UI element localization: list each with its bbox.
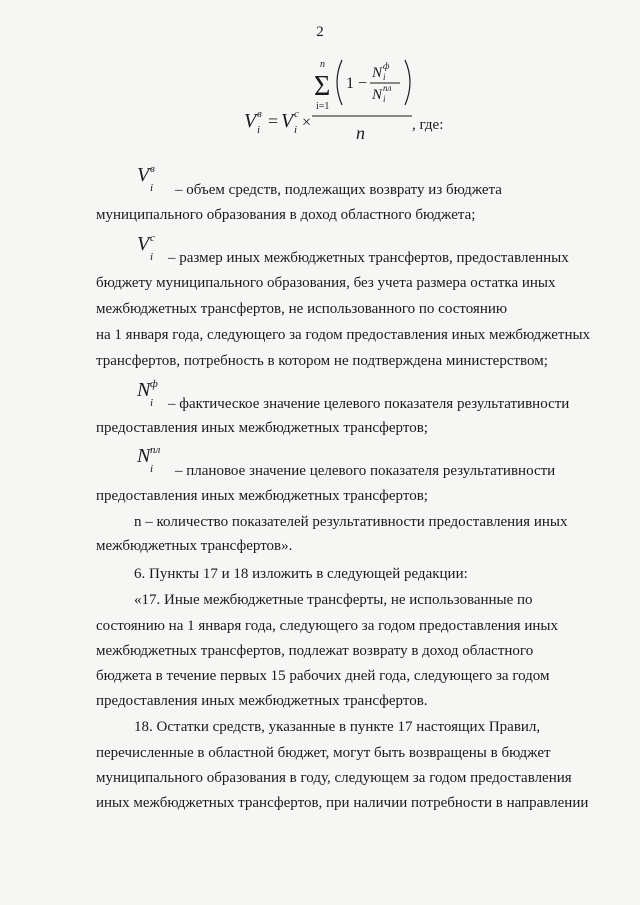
formula-equals: =: [268, 111, 279, 131]
formula-base-sup: c: [294, 108, 299, 120]
def-vc-line-4: на 1 января года, следующего за годом предоставления иных межбюджетных: [96, 327, 591, 343]
paragraph-18-line-2: перечисленные в областной бюджет, могут быть возвращены в бюджет: [96, 745, 551, 761]
paragraph-18-line-1: 18. Остатки средств, указанные в пункте 17 настоящих Правил,: [134, 719, 541, 735]
formula-num-symbol: N: [372, 65, 383, 81]
paragraph-17-line-3: межбюджетных трансфертов, подлежат возврату в доход областного: [96, 643, 534, 659]
formula-sum-bottom: i=1: [316, 101, 330, 112]
def-vc-line-2: бюджету муниципального образования, без учета размера остатка иных: [96, 275, 556, 291]
formula-times: ×: [302, 114, 312, 131]
formula-den-sup: пл: [383, 83, 392, 93]
def-vc-line-3: межбюджетных трансфертов, не использованного по состоянию: [96, 301, 508, 317]
def-vb-line-1: – объем средств, подлежащих возврату из бюджета: [175, 182, 502, 198]
def-n-line-1: n – количество показателей результативности предоставления иных: [134, 514, 568, 530]
def-vb-line-2: муниципального образования в доход областного бюджета;: [96, 207, 476, 223]
paragraph-18-line-4: иных межбюджетных трансфертов, при наличии потребности в направлении: [96, 795, 589, 811]
def-npl-symbol: N пл i: [137, 444, 161, 475]
formula-num-sup: ф: [383, 61, 390, 71]
formula-sum-top: n: [320, 59, 325, 70]
def-nf-line-1: – фактическое значение целевого показателя результативности: [168, 396, 570, 412]
formula-divisor: n: [356, 123, 365, 143]
def-vb-symbol: V в i: [137, 163, 155, 194]
def-nf-symbol: N ф i: [137, 378, 158, 409]
def-n-line-2: межбюджетных трансфертов».: [96, 538, 293, 554]
def-npl-line-2: предоставления иных межбюджетных трансфертов;: [96, 488, 428, 504]
paragraph-17-line-2: состоянию на 1 января года, следующего за годом предоставления иных: [96, 618, 558, 634]
formula-num-sub: i: [383, 72, 386, 82]
formula-base-sub: i: [294, 124, 298, 136]
def-vc-line-1: – размер иных межбюджетных трансфертов, предоставленных: [168, 250, 569, 266]
formula-one-minus: 1 −: [346, 75, 368, 92]
page-number: 2: [316, 24, 324, 40]
formula-lhs-symbol: V: [244, 110, 257, 132]
def-vc-symbol: V c i: [137, 232, 155, 263]
formula-left-paren: [337, 60, 342, 105]
formula-lhs-sub: i: [257, 124, 261, 136]
def-vc-line-5: трансфертов, потребность в котором не подтверждена министерством;: [96, 353, 548, 369]
formula-right-paren: [405, 60, 410, 105]
formula-den-symbol: N: [372, 87, 383, 103]
formula-base-symbol: V: [281, 110, 294, 132]
def-npl-line-1: – плановое значение целевого показателя результативности: [175, 463, 556, 479]
paragraph-17-line-5: предоставления иных межбюджетных трансфертов.: [96, 693, 428, 709]
paragraph-17-line-1: «17. Иные межбюджетные трансферты, не использованные по: [134, 592, 533, 608]
formula-den-sub: i: [383, 94, 386, 104]
paragraph-17-line-4: бюджета в течение первых 15 рабочих дней года, следующего за годом: [96, 668, 550, 684]
paragraph-6: 6. Пункты 17 и 18 изложить в следующей редакции:: [134, 566, 468, 582]
def-nf-line-2: предоставления иных межбюджетных трансфертов;: [96, 420, 428, 436]
formula: [0, 55, 640, 155]
paragraph-18-line-3: муниципального образования в году, следующем за годом предоставления: [96, 770, 572, 786]
formula-lhs-sup: в: [257, 108, 262, 120]
formula-where: , где:: [412, 117, 444, 133]
formula-sum-sign: Σ: [314, 71, 331, 102]
